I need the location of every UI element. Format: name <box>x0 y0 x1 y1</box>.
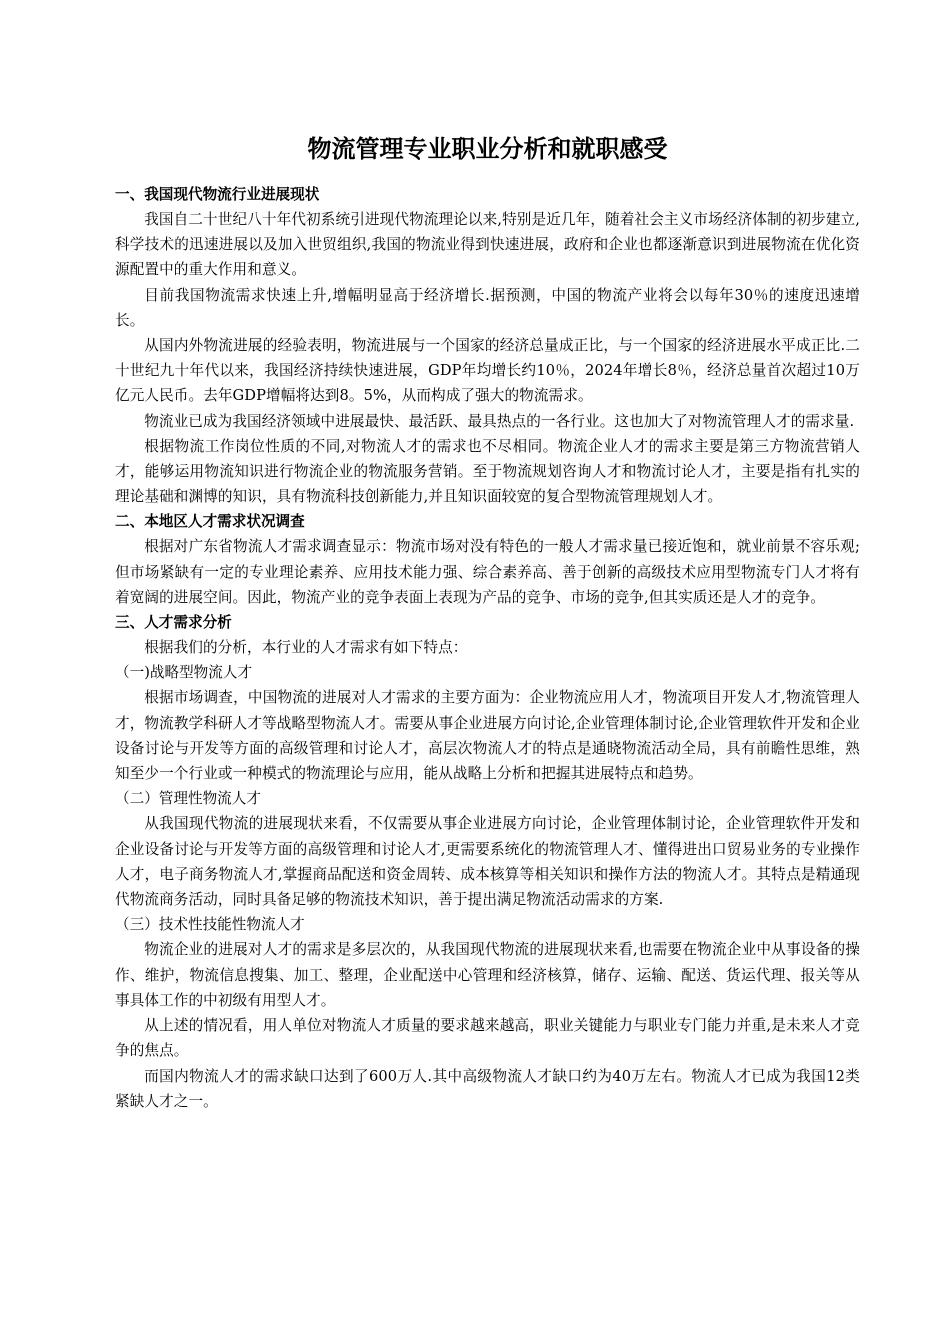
paragraph: 从我国现代物流的进展现状来看，不仅需要从事企业进展方向讨论，企业管理体制讨论，企业管理软件开发和企业设备讨论与开发等方面的高级管理和讨论人才,更需要系统化的物流管理人才、懂得进出口贸易业务的专业操作人才，电子商务物流人才,掌握商品配送和资金周转、成本核算等相关知识和操作方法的物流人才。其特点是精通现代物流商务活动，同时具备足够的物流技术知识，善于提出满足物流活动需求的方案. <box>115 815 860 909</box>
section-heading: 二、本地区人才需求状况调查 <box>115 513 305 531</box>
document-title: 物流管理专业职业分析和就职感受 <box>307 135 668 163</box>
section-heading: 三、人才需求分析 <box>115 614 232 632</box>
paragraph: 根据对广东省物流人才需求调查显示：物流市场对没有特色的一般人才需求量已接近饱和，就业前景不容乐观;但市场紧缺有一定的专业理论素养、应用技术能力强、综合素养高、善于创新的高级技术应用型物流专门人才将有着宽阔的进展空间。因此，物流产业的竞争表面上表现为产品的竞争、市场的竞争,但其实质还是人才的竞争。 <box>115 538 860 606</box>
paragraph: 而国内物流人才的需求缺口达到了600万人.其中高级物流人才缺口约为40万左右。物流人才已成为我国12类紧缺人才之一。 <box>115 1067 860 1110</box>
paragraph: 物流业已成为我国经济领域中进展最快、最活跃、最具热点的一各行业。这也加大了对物流管理人才的需求量. <box>144 412 855 430</box>
document-body <box>115 128 860 1114</box>
section-heading: 一、我国现代物流行业进展现状 <box>115 186 320 203</box>
subsection-label: （二）管理性物流人才 <box>115 790 261 808</box>
paragraph: 我国自二十世纪八十年代初系统引进现代物流理论以来,特别是近几年，随着社会主义市场经济体制的初步建立,科学技术的迅速进展以及加入世贸组织,我国的物流业得到快速进展，政府和企业也都逐渐意识到进展物流在优化资源配置中的重大作用和意义。 <box>115 211 860 279</box>
paragraph: 根据物流工作岗位性质的不同,对物流人才的需求也不尽相同。物流企业人才的需求主要是第三方物流营销人才，能够运用物流知识进行物流企业的物流服务营销。至于物流规划咨询人才和物流讨论人才，主要是指有扎实的理论基础和渊博的知识，具有物流科技创新能力,并且知识面较宽的复合型物流管理规划人才。 <box>115 437 860 506</box>
subsection-label: （三）技术性技能性物流人才 <box>115 916 305 934</box>
paragraph: 根据市场调查，中国物流的进展对人才需求的主要方面为：企业物流应用人才，物流项目开发人才,物流管理人才，物流教学科研人才等战略型物流人才。需要从事企业进展方向讨论,企业管理体制讨论,企业管理软件开发和企业设备讨论与开发等方面的高级管理和讨论人才，高层次物流人才的特点是通晓物流活动全局，具有前瞻性思维，熟知至少一个行业或一种模式的物流理论与应用，能从战略上分析和把握其进展特点和趋势。 <box>115 689 860 783</box>
paragraph: 根据我们的分析，本行业的人才需求有如下特点： <box>144 639 468 657</box>
subsection-label: （一)战略型物流人才 <box>115 664 253 682</box>
paragraph: 从国内外物流进展的经验表明，物流进展与一个国家的经济总量成正比，与一个国家的经济进展水平成正比.二十世纪九十年代以来，我国经济持续快速进展，GDP年均增长约10％，2024年增长8％，经济总量首次超过10万亿元人民币。去年GDP增幅将达到8。5%，从而构成了强大的物流需求。 <box>115 337 860 405</box>
paragraph: 目前我国物流需求快速上升,增幅明显高于经济增长.据预测，中国的物流产业将会以每年30％的速度迅速增长。 <box>115 286 860 329</box>
paragraph: 物流企业的进展对人才的需求是多层次的，从我国现代物流的进展现状来看,也需要在物流企业中从事设备的操作、维护，物流信息搜集、加工、整理，企业配送中心管理和经济核算，储存、运输、配送、货运代理、报关等从事具体工作的中初级有用型人才。 <box>115 941 860 1009</box>
paragraph: 从上述的情况看，用人单位对物流人才质量的要求越来越高，职业关键能力与职业专门能力并重,是未来人才竞争的焦点。 <box>115 1017 860 1060</box>
